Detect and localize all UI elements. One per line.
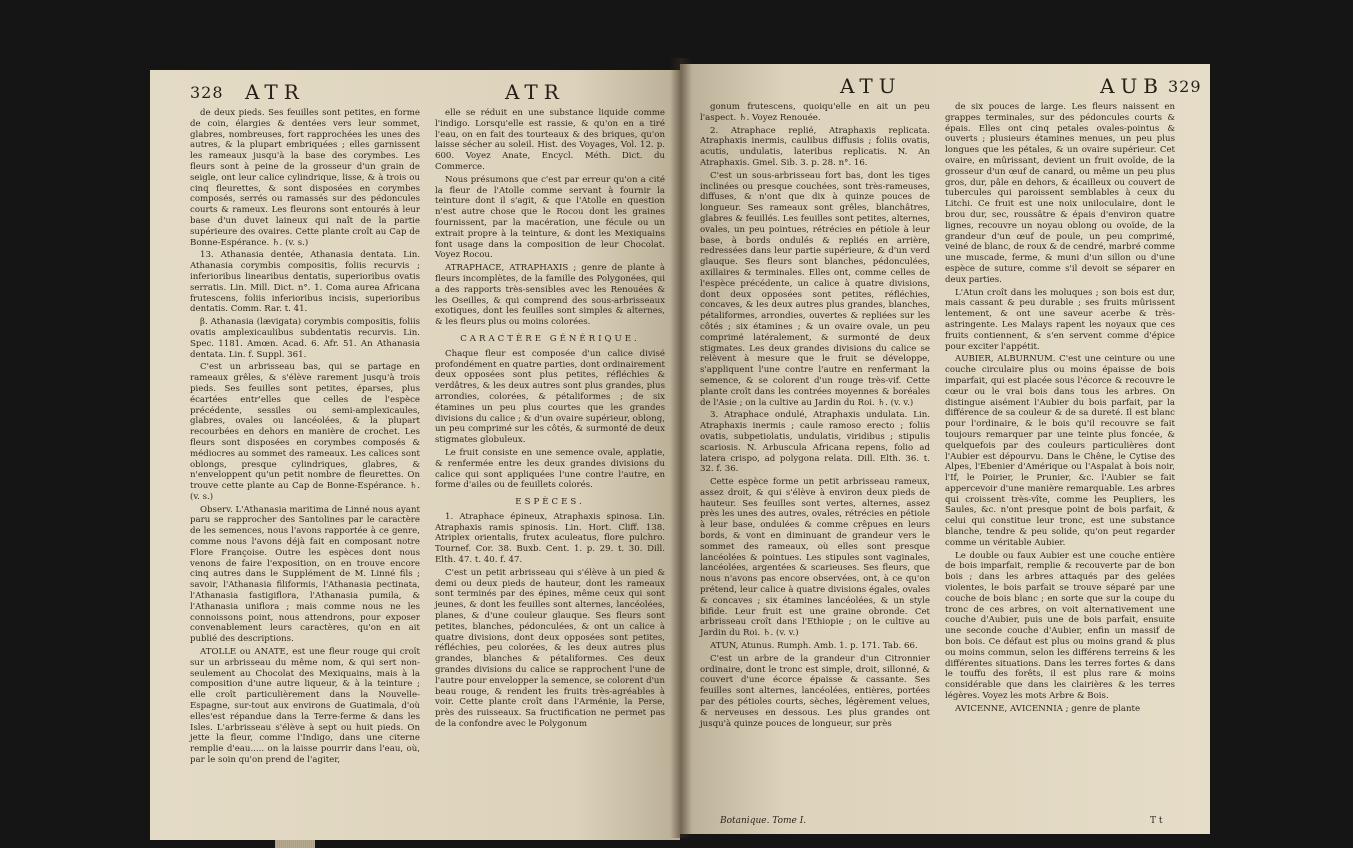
paragraph: L'Atun croît dans les moluques ; son bois est dur, mais cassant & peu durable ; ses fruits mûrissent lentement, & ont une saveur acerbe & très-astringente. Les Malays rapent les noyaux que ces fruits contiennent, & s'en servent comme d'épice pour exciter l'appétit. [945, 287, 1175, 352]
right-column-2 [945, 102, 1175, 717]
paragraph: Cette espèce forme un petit arbrisseau rameux, assez droit, & qui s'élève à environ deux pieds de hauteur. Ses feuilles sont vertes, alternes, assez près les unes des autres, ovales, rétrécies en pétiole à leur base, ondulées & comme crêpues en leurs bords, & vont en diminuant de grandeur vers le sommet des rameaux, où elles sont presque lancéolées & pointues. Les stipules sont vaginales, lancéolées, argentées & scarieuses. Ses fleurs, que nous n'avons pas encore observées, ont, à ce qu'on prétend, leur calice à quatre divisions égales, ovales & concaves ; six étamines lancéolées, & un style bifide. Leur fruit est une graine obronde. Cet arbrisseau croît dans l'Ethiopie ; on le cultive au Jardin du Roi. ♄. (v. v.) [700, 477, 930, 639]
paragraph: Le double ou faux Aubier est une couche entière de bois imparfait, remplie & recouverte par de bon bois ; dans les arbres attaqués par des gelées violentes, le bois parfait se trouve séparé par une couche de bois blanc ; en sorte que sur la coupe du tronc de ces arbres, on voit alternativement une couche d'Aubier, puis une de bois parfait, ensuite une seconde couche d'Aubier, enfin un massif de bon bois. Ce défaut est plus ou moins grand & plus ou moins commun, selon les différens terreins & les différentes situations. Dans les terres fortes & dans le touffu des forêts, il est plus rare & moins considérable que dans les clairières & les terres légères. Voyez les mots Arbre & Bois. [945, 550, 1175, 702]
paragraph: 1. Atraphace épineux, Atraphaxis spinosa. Lin. Atraphaxis ramis spinosis. Lin. Hort. Cliff. 138. Atriplex orientalis, frutex aculeatus, flore pulchro. Tournef. Cor. 38. Buxb. Cent. 1. p. 29. t. 30. Dill. Elth. 47. t. 40. f. 47. [435, 511, 665, 566]
paragraph: de deux pieds. Ses feuilles sont petites, en forme de coin, élargies & dentées vers leur sommet, glabres, nombreuses, fort rapprochées les unes des autres, & la plupart embriquées ; elles garnissent les rameaux jusqu'à la base des corymbes. Les fleurs sont à peine de la grosseur d'un grain de seigle, ont leur calice cylindrique, lisse, & à trois ou cinq fleurettes, & sont disposées en corymbes composés, serrés ou ramassés sur des pédoncules courts & rameux. Les fleurons sont entourés à leur base d'un duvet laineux qui naît de la partie supérieure des ovaires. Cette plante croît au Cap de Bonne-Espérance. ♄. (v. s.) [190, 108, 420, 248]
paragraph: Le fruit consiste en une semence ovale, applatie, & renfermée entre les deux grandes divisions du calice qui sont appliquées l'une contre l'autre, en forme d'ailes ou de feuillets colorés. [435, 447, 665, 491]
left-column-1 [190, 108, 420, 768]
paragraph: AUBIER, ALBURNUM. C'est une ceinture ou une couche circulaire plus ou moins épaisse de bois imparfait, qui est placée sous l'écorce & recouvre le cœur ou le vrai bois dans tous les arbres. On distingue aisément l'Aubier du bois parfait, par la différence de sa couleur & de sa dureté. Il est blanc pour l'ordinaire, & le bois qu'il recouvre se fait toujours remarquer par une teinte plus foncée, & quelquefois par des couleurs particulières dont l'Aubier est dépourvu. Dans le Chêne, le Cytise des Alpes, l'Ebenier d'Amérique ou l'Aspalat à bois noir, l'If, le Poirier, le Prunier, &c. l'Aubier se fait appercevoir d'une manière remarquable. Les arbres qui croissent très-vîte, comme les Peupliers, les Saules, &c. n'ont presque point de bois parfait, & celui qui constitue leur tronc, est une substance blanche, tendre & peu solide, qu'on peut regarder comme un véritable Aubier. [945, 354, 1175, 548]
right-page-number: 329 [1168, 77, 1202, 96]
paragraph: gonum frutescens, quoiqu'elle en ait un peu l'aspect. ♄. Voyez Renouée. [700, 102, 930, 123]
paragraph: ATUN, Atunus. Rumph. Amb. 1. p. 171. Tab. 66. [710, 641, 918, 652]
section-heading: ESPÈCES. [515, 497, 585, 508]
left-head-left: ATR [245, 80, 305, 104]
paragraph: C'est un petit arbrisseau qui s'élève à un pied & demi ou deux pieds de hauteur, dont les rameaux sont terminés par des épines, même ceux qui sont jeunes, & dont les feuilles sont alternes, lancéolées, planes, & d'une couleur glauque. Ses fleurs sont petites, blanches, pédonculées, & ont un calice à quatre divisions, dont deux opposées sont petites, réfléchies, peu colorées, & les deux autres plus grandes, blanches & pétaliformes. Ces deux grandes divisions du calice se rapprochent l'une de l'autre pour envelopper la semence, se colorent d'un beau rouge, & rendent les fruits très-agréables à voir. Cette plante croît dans l'Arménie, la Perse, près des ruisseaux. Sa fructification ne permet pas de la confondre avec le Polygonum [435, 567, 665, 730]
paragraph: ATRAPHACE, ATRAPHAXIS ; genre de plante à fleurs incomplètes, de la famille des Polygonées, qui a des rapports très-sensibles avec les Renouées & les Oseilles, & qui comprend des sous-arbrisseaux exotiques, dont les feuilles sont simples & alternes, & les fleurs plus ou moins colorées. [435, 263, 665, 328]
right-running-head [720, 74, 1202, 98]
open-book [150, 18, 1210, 833]
right-column-1 [700, 102, 930, 731]
left-running-head [190, 80, 660, 104]
paragraph: ATOLLE ou ANATE, est une fleur rouge qui croît sur un arbrisseau du même nom, & qui sert non-seulement au Chocolat des Mexiquains, mais à la composition d'une autre liqueur, & à la teinture ; elle croît particulièrement dans la Nouvelle-Espagne, sur-tout aux environs de Guatimala, d'où elles'est répandue dans la Terre-ferme & dans les Isles. L'arbrisseau s'élève à sept ou huit pieds. On jette la fleur, comme l'Indigo, dans une citerne remplie d'eau..... on la laisse pourrir dans l'eau, où, par le soin qu'on prend de l'agiter, [190, 647, 420, 766]
left-page [150, 70, 680, 840]
paragraph: Chaque fleur est composée d'un calice divisé profondément en quatre parties, dont ordinairement deux opposées sont plus petites, réfléchies & verdâtres, & les deux autres sont plus grandes, plus arrondies, colorées, & pétaliformes ; de six étamines un peu plus courtes que les grandes divisions du calice ; & d'un ovaire supérieur, oblong, un peu comprimé sur les côtés, & surmonté de deux stigmates globuleux. [435, 348, 665, 446]
section-heading: CARACTÈRE GÉNÉRIQUE. [460, 333, 640, 344]
paragraph: C'est un sous-arbrisseau fort bas, dont les tiges inclinées ou presque couchées, sont très-rameuses, diffuses, & n'ont que dix à quinze pouces de longueur. Ses rameaux sont grêles, blanchâtres, glabres & feuillés. Les feuilles sont petites, alternes, ovales, un peu pointues, rétrécies en pétiole à leur base, à bords ondulés & repliés en arrière, redressées dans leur partie supérieure, & d'un verd glauque. Ses fleurs sont blanches, pédonculées, axillaires & terminales. Elles ont, comme celles de l'espèce précédente, un calice à quatre divisions, dont deux opposées sont petites, réfléchies, concaves, & les deux autres plus grandes, blanches, pétaliformes, arrondies, ouvertes & repliées sur les côtés ; six étamines ; & un ovaire ovale, un peu comprimé latéralement, & surmonté de deux stigmates. Les deux grandes divisions du calice se relèvent à mesure que le fruit se développe, s'appliquent l'une contre l'autre en renfermant la semence, & se colorent d'un rouge très-vif. Cette plante croît dans les contrées moyennes & boréales de l'Asie ; on la cultive au Jardin du Roi. ♄. (v. v.) [700, 170, 930, 408]
paragraph: 13. Athanasia dentée, Athanasia dentata. Lin. Athanasia corymbis compositis, foliis recurvis ; inferioribus linearibus dentatis, superioribus ovatis serratis. Lin. Mill. Dict. n°. 1. Coma aurea Africana frutescens, foliis inferioribus incisis, superioribus dentatis. Comm. Rar. t. 41. [190, 250, 420, 315]
paragraph: elle se réduit en une substance liquide comme l'indigo. Lorsqu'elle est rassie, & qu'on en a tiré l'eau, on en fait des tourteaux & des briques, qu'on laisse sécher au soleil. Hist. des Voyages, Vol. 12. p. 600. Voyez Anate, Encycl. Méth. Dict. du Commerce. [435, 108, 665, 172]
footer-signature: T t [1150, 816, 1163, 826]
paragraph: Nous présumons que c'est par erreur qu'on a cité la fleur de l'Atolle comme servant à fournir la teinture dont il s'agit, & que l'Atolle en question n'est autre chose que le Rocou dont les graines fournissent, par la macération, une fécule ou un extrait propre à la teinture, & dont les Mexiquains font usage dans la composition de leur Chocolat. Voyez Rocou. [435, 174, 665, 261]
right-head-right: AUB [1100, 74, 1164, 98]
paragraph: de six pouces de large. Les fleurs naissent en grappes terminales, sur des pédoncules courts & épais. Elles ont cinq petales ovales-pointus & ouverts ; plusieurs étamines menues, un peu plus longues que les pétales, & un ovaire supérieur. Cet ovaire, en mûrissant, devient un fruit ovoïde, de la grosseur d'un œuf de canard, ou même un peu plus gros, dur, pâle en dehors, & écailleux ou couvert de tubercules qui paroissent semblables à ceux du Litchi. Ce fruit est une noix uniloculaire, dont le brou dur, sec, roussâtre & épais d'environ quatre lignes, recouvre un noyau oblong ou ovoïde, de la grandeur d'un œuf de poule, un peu comprimé, veiné de blanc, de roux & de cendré, marbré comme une muscade, ferme, & muni d'un sillon ou d'une espèce de suture, comme s'il devoit se séparer en deux parties. [945, 102, 1175, 285]
paragraph: Observ. L'Athanasia maritima de Linné nous ayant paru se rapprocher des Santolines par le caractère de les semences, nous l'avons rapportée à ce genre, comme nous l'avons déjà fait en composant notre Flore Françoise. Outre les espèces dont nous venons de faire l'exposition, on en trouve encore cinq autres dans le Supplément de M. Linné fils ; savoir, l'Athanasia filiformis, l'Athanasia pectinata, l'Athanasia fastigiflora, l'Athanasia pumila, & l'Athanasia uniflora ; mais comme nous ne les connoissons point, nous attendrons, pour exposer convenablement leurs caractères, qu'on en ait publié des descriptions. [190, 504, 420, 645]
right-page [680, 64, 1210, 834]
right-head-left: ATU [840, 74, 902, 98]
paragraph: AVICENNE, AVICENNIA ; genre de plante [955, 703, 1141, 714]
paragraph: C'est un arbrisseau bas, qui se partage en rameaux grêles, & s'élève rarement jusqu'à trois pieds. Ses feuilles sont petites, éparses, plus écartées entr'elles que celles de l'espèce précédente, sessiles ou semi-amplexicaules, glabres, ovales ou lancéolées, & la plupart recourbées en dehors en manière de crochet. Les fleurs sont disposées en corymbes composés & médiocres au sommet des rameaux. Les calices sont oblongs, presque cylindriques, glabres, & n'enveloppent qu'un petit nombre de fleurettes. On trouve cette plante au Cap de Bonne-Espérance. ♄. (v. s.) [190, 362, 420, 502]
left-column-2 [435, 108, 665, 732]
paragraph: C'est un arbre de la grandeur d'un Citronnier ordinaire, dont le tronc est simple, droit, sillonné, & couvert d'une écorce épaisse & cassante. Ses feuilles sont alternes, lancéolées, entières, portées par des pétioles courts, sèches, légèrement velues, & nerveuses en dessous. Les plus grandes ont jusqu'à quinze pouces de longueur, sur près [700, 653, 930, 729]
paragraph: β. Athanasia (lævigata) corymbis compositis, foliis ovatis amplexicaulibus subdentatis recurvis. Lin. Spec. 1181. Amœn. Acad. 6. Afr. 51. An Athanasia dentata. Lin. f. Suppl. 361. [190, 317, 420, 360]
footer-volume: Botanique. Tome I. [720, 816, 807, 826]
paragraph: 2. Atraphace replié, Atraphaxis replicata. Atraphaxis inermis, caulibus diffusis ; foliis ovatis, acutis, undulatis, lateribus replicatis. N. An Atraphaxis. Gmel. Sib. 3. p. 28. n°. 16. [700, 125, 930, 168]
paragraph: 3. Atraphace ondulé, Atraphaxis undulata. Lin. Atraphaxis inermis ; caule ramoso erecto ; foliis ovatis, subpetiolatis, undulatis, viridibus ; stipulis scariosis. N. Arbuscula Africana repens, folio ad latera crispo, ad polygona relata. Dill. Elth. 36. t. 32. f. 36. [700, 410, 930, 475]
left-head-right: ATR [505, 80, 565, 104]
left-page-number: 328 [190, 83, 224, 102]
book-gutter [670, 58, 692, 838]
